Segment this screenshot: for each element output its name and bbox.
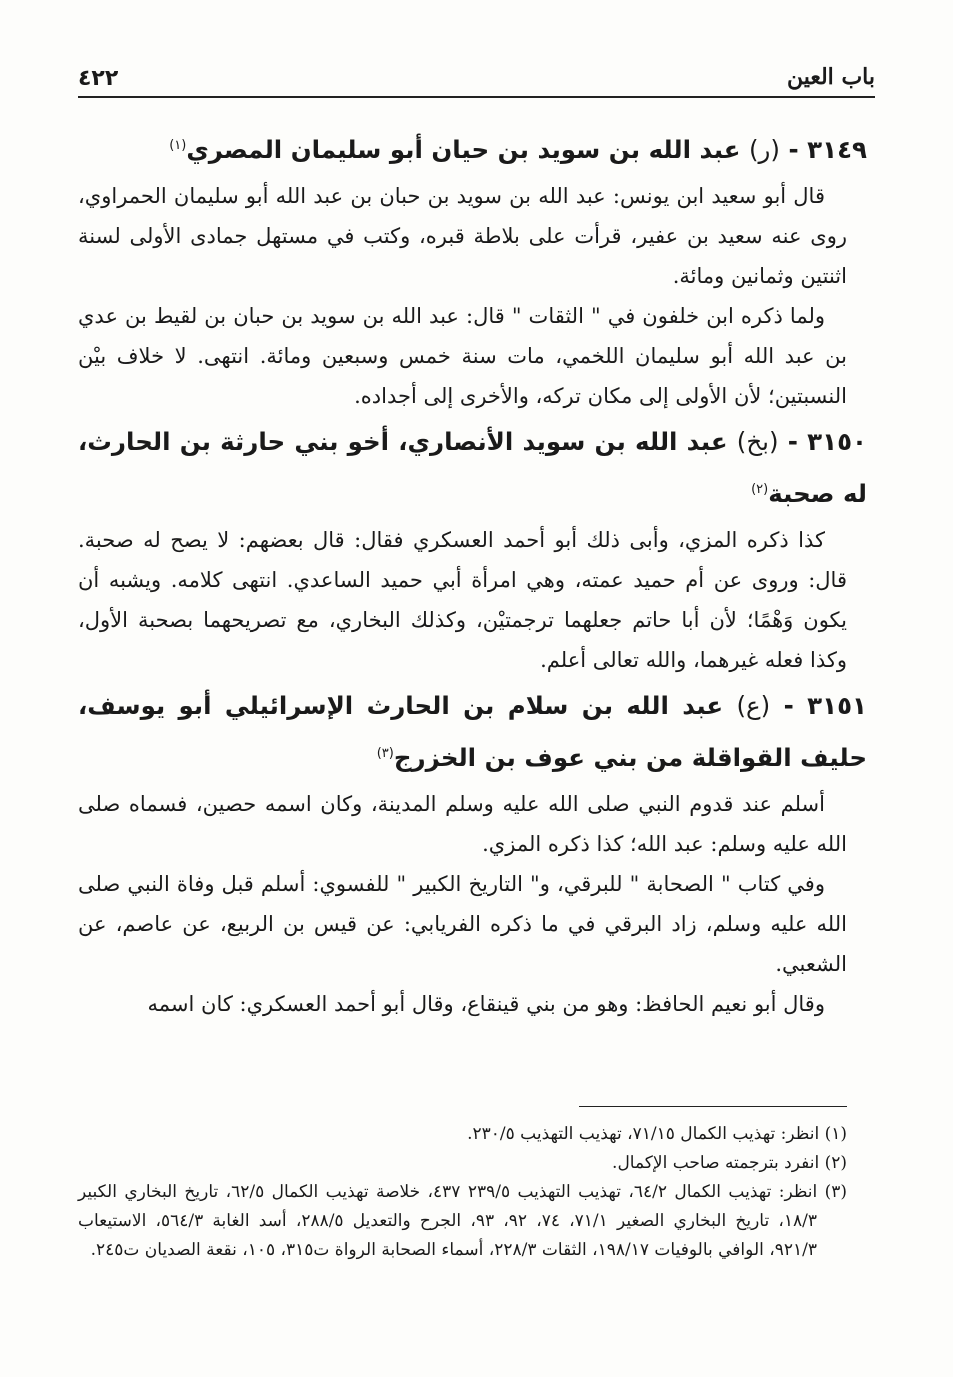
entry-symbol: (ع) [736, 691, 771, 720]
footnote-1: (١) انظر: تهذيب الكمال ٧١/١٥، تهذيب التهذيب ٢٣٠/٥. [467, 1124, 847, 1144]
entry-heading-3149 [78, 124, 867, 176]
footnote-2: (٢) انفرد بترجمته صاحب الإكمال. [612, 1153, 847, 1173]
footnote-ref: (٣) [376, 745, 394, 761]
main-text [78, 124, 867, 1024]
paragraph: كذا ذكره المزي، وأبى ذلك أبو أحمد العسكري فقال: قال بعضهم: لا يصح له صحبة. قال: وروى عن أم حميد عمته، وهي امرأة أبي حميد الساعدي. انتهى كلامه. ويشبه أن يكون وَهْمًا؛ لأن أبا حاتم جعلهما ترجمتيْن، وكذلك البخاري، مع تصريحهما بصحبة الأول، وكذا فعله غيرهما، والله تعالى أعلم. [78, 528, 847, 672]
footnote-divider [579, 1106, 847, 1107]
footnote-3: (٣) انظر: تهذيب الكمال ٦٤/٢، تهذيب التهذيب ٢٣٩/٥ ٤٣٧، خلاصة تهذيب الكمال ٦٢/٥، تاريخ البخاري الكبير ١٨/٣، تاريخ البخاري الصغير ٧١/١، ٧٤، ٩٢، ٩٣، الجرح والتعديل ٢٨٨/٥، أسد الغابة ٥٦٤/٣، الاستيعاب ٩٢١/٣، الوافي بالوفيات ١٩٨/١٧، الثقات ٢٢٨/٣، أسماء الصحابة الرواة ت٣١٥، ١٠٥، نقعة الصديان ت٢٤٥. [78, 1182, 848, 1260]
paragraph: ولما ذكره ابن خلفون في " الثقات " قال: عبد الله بن سويد بن حبان بن لقيط بن عدي بن عبد الله أبو سليمان اللخمي، مات سنة خمس وسبعين ومائة. انتهى. لا خلاف بيْن النسبتين؛ لأن الأولى إلى مكان تركه، والأخرى إلى أجداده. [78, 304, 847, 408]
entry-number: ٣١٥٠ [807, 427, 867, 456]
entry-symbol: (ر) [748, 135, 780, 164]
footnote-ref: (١) [169, 137, 187, 153]
entry-dash: - [783, 691, 794, 720]
entry-symbol: (بخ) [736, 427, 779, 456]
entry-heading-3151 [78, 680, 867, 784]
entry-dash: - [788, 135, 799, 164]
paragraph: أسلم عند قدوم النبي صلى الله عليه وسلم المدينة، وكان اسمه حصين، فسماه صلى الله عليه وسلم: عبد الله؛ كذا ذكره المزي. [78, 792, 847, 856]
entry-number: ٣١٥١ [807, 691, 867, 720]
page-number: ٤٢٢ [78, 66, 119, 91]
entry-dash: - [787, 427, 798, 456]
paragraph: وفي كتاب " الصحابة " للبرقي، و" التاريخ الكبير " للفسوي: أسلم قبل وفاة النبي صلى الله عليه وسلم، زاد البرقي في ما ذكره الفريابي: عن قيس بن الربيع، عن عاصم، عن الشعبي. [78, 872, 847, 976]
entry-name: عبد الله بن سويد الأنصاري، أخو بني حارثة بن الحارث، له صحبة [78, 427, 867, 508]
paragraph: قال أبو سعيد ابن يونس: عبد الله بن سويد بن حبان بن عبد الله أبو سليمان الحمراوي، روى عنه سعيد بن عفير، قرأت على بلاطة قبره، وكتب في مستهل جمادى الأولى لسنة اثنتين وثمانين ومائة. [78, 184, 847, 288]
entry-name: عبد الله بن سويد بن حيان أبو سليمان المصري [186, 135, 741, 164]
footnote-ref: (٢) [751, 481, 769, 497]
paragraph: وقال أبو نعيم الحافظ: وهو من بني قينقاع، وقال أبو أحمد العسكري: كان اسمه [147, 992, 825, 1016]
running-header [78, 62, 875, 98]
chapter-title: باب العين [786, 64, 875, 90]
entry-heading-3150 [78, 416, 867, 520]
entry-name: عبد الله بن سلام بن الحارث الإسرائيلي أبو يوسف، حليف القواقلة من بني عوف بن الخزرج [78, 691, 867, 772]
footnotes [78, 1120, 847, 1265]
entry-number: ٣١٤٩ [807, 135, 867, 164]
